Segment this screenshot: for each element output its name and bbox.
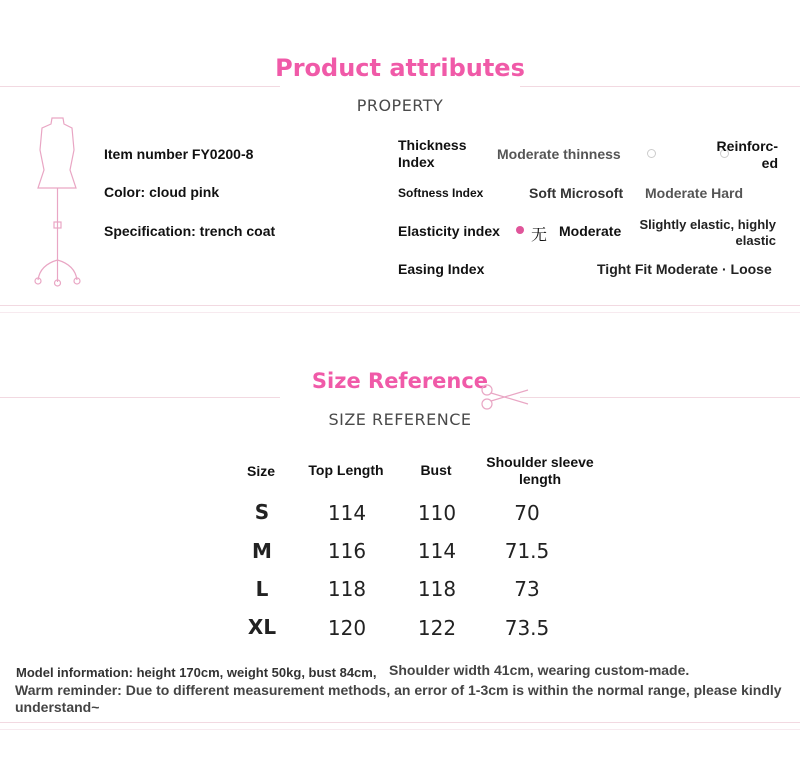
header-bust: Bust [420, 462, 452, 478]
thickness-opt2: Reinforc-ed [716, 138, 778, 171]
header-size: Size [246, 463, 275, 479]
cell-size-m: M [252, 539, 272, 563]
divider-bottom [0, 722, 800, 723]
scissors-icon [478, 382, 532, 412]
softness-label: Softness Index [398, 186, 484, 200]
cell-size-xl: XL [247, 615, 277, 639]
cell-top-s: 114 [327, 501, 367, 525]
elasticity-opt0: 无 [531, 225, 548, 244]
thickness-opt1: Moderate thinness [497, 146, 621, 162]
attributes-title: Product attributes [275, 54, 525, 82]
attributes-subtitle: PROPERTY [356, 96, 444, 115]
divider-attributes-bottom-2 [0, 312, 800, 313]
thickness-label: Thickness Index [398, 137, 467, 170]
elasticity-dot [516, 226, 524, 234]
cell-bust-xl: 122 [417, 616, 457, 640]
softness-opt2: Moderate Hard [645, 185, 744, 201]
cell-shoulder-s: 70 [514, 501, 540, 525]
divider-bottom-2 [0, 729, 800, 730]
divider-attributes-bottom [0, 305, 800, 306]
divider-size-right [520, 397, 800, 398]
item-number: Item number FY0200-8 [104, 146, 254, 162]
divider-top-left [0, 86, 280, 87]
cell-top-xl: 120 [327, 616, 367, 640]
elasticity-label: Elasticity index [398, 223, 500, 239]
header-shoulder-sleeve: Shoulder sleeve length [486, 454, 594, 487]
mannequin-icon [30, 110, 85, 288]
softness-opt1: Soft Microsoft [529, 185, 624, 201]
cell-shoulder-m: 71.5 [504, 539, 550, 563]
easing-value: Tight Fit Moderate · Loose [597, 261, 772, 277]
cell-bust-m: 114 [417, 539, 457, 563]
cell-top-m: 116 [327, 539, 367, 563]
cell-top-l: 118 [327, 577, 367, 601]
cell-bust-s: 110 [417, 501, 457, 525]
color-attr: Color: cloud pink [104, 184, 220, 200]
size-title: Size Reference [311, 369, 489, 393]
thickness-dot-1 [647, 149, 656, 158]
cell-size-s: S [254, 500, 270, 524]
model-info-a: Model information: height 170cm, weight 50kg, bust 84cm, [16, 665, 377, 680]
elasticity-opt2: Slightly elastic, highly elastic [639, 217, 776, 248]
divider-size-left [0, 397, 280, 398]
divider-top-right [520, 86, 800, 87]
specification-attr: Specification: trench coat [104, 223, 276, 239]
cell-shoulder-l: 73 [514, 577, 540, 601]
warm-reminder: Warm reminder: Due to different measurement methods, an error of 1-3cm is within the normal range, please kindly understand~ [15, 682, 782, 715]
size-subtitle: SIZE REFERENCE [328, 410, 472, 429]
model-info-b: Shoulder width 41cm, wearing custom-made. [389, 662, 690, 678]
header-top-length: Top Length [308, 462, 384, 478]
cell-size-l: L [255, 577, 269, 601]
cell-shoulder-xl: 73.5 [504, 616, 550, 640]
cell-bust-l: 118 [417, 577, 457, 601]
easing-label: Easing Index [398, 261, 485, 277]
elasticity-opt1: Moderate [559, 223, 622, 239]
